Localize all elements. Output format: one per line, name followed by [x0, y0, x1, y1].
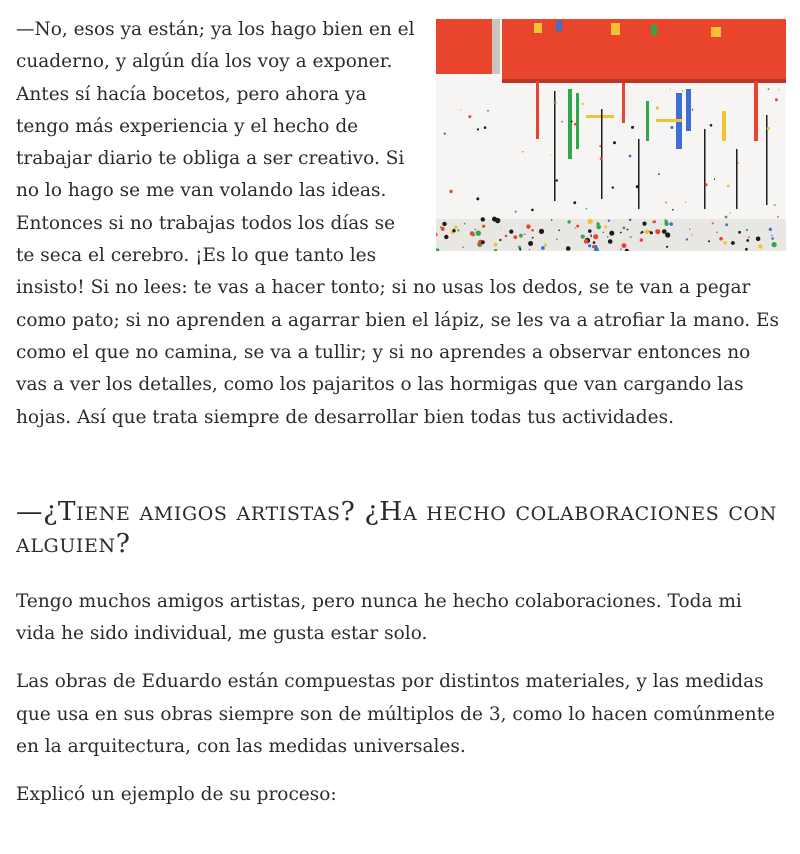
paragraph-spacer — [16, 763, 786, 779]
paragraph-materials: Las obras de Eduardo están compuestas por distintos materiales, y las medidas que usa en sus obras siempre son de múltiplos de 3, como lo hacen comúnmente en la arquitectura, con las medidas universales. — [16, 671, 776, 758]
paragraph-intro: —No, esos ya están; ya los hago bien en el cuaderno, y algún día los voy a exponer. Antes sí hacía bocetos, pero ahora ya tengo más experiencia y el hecho de trabajar diario te obliga a ser creativo. Si no lo hago se me van volando las ideas. Entonces si no trabajas todos los días se te seca el cerebro. ¡Es lo que tanto les insisto! Si no lees: te vas a hacer tonto; si no usas los dedos, se te van a pegar como pato; si no aprenden a agarrar bien el lápiz, se les va a atrofiar la mano. Es como el que no camina, se va a tullir; y si no aprendes a observar entonces no vas a ver los detalles, como los pajaritos o las hormigas que van cargando las hojas. Así que trata siempre de desarrollar bien todas tus actividades. — [16, 19, 779, 428]
paragraph-process-intro: Explicó un ejemplo de su proceso: — [16, 784, 337, 806]
article — [16, 14, 786, 812]
paragraph-answer: Tengo muchos amigos artistas, pero nunca he hecho colaboraciones. Toda mi vida he sido individual, me gusta estar solo. — [16, 590, 742, 645]
section-heading: —¿Tiene amigos artistas? ¿Ha hecho colaboraciones con alguien? — [16, 495, 777, 559]
paragraph-spacer — [16, 650, 786, 666]
artwork-photo — [436, 19, 786, 251]
